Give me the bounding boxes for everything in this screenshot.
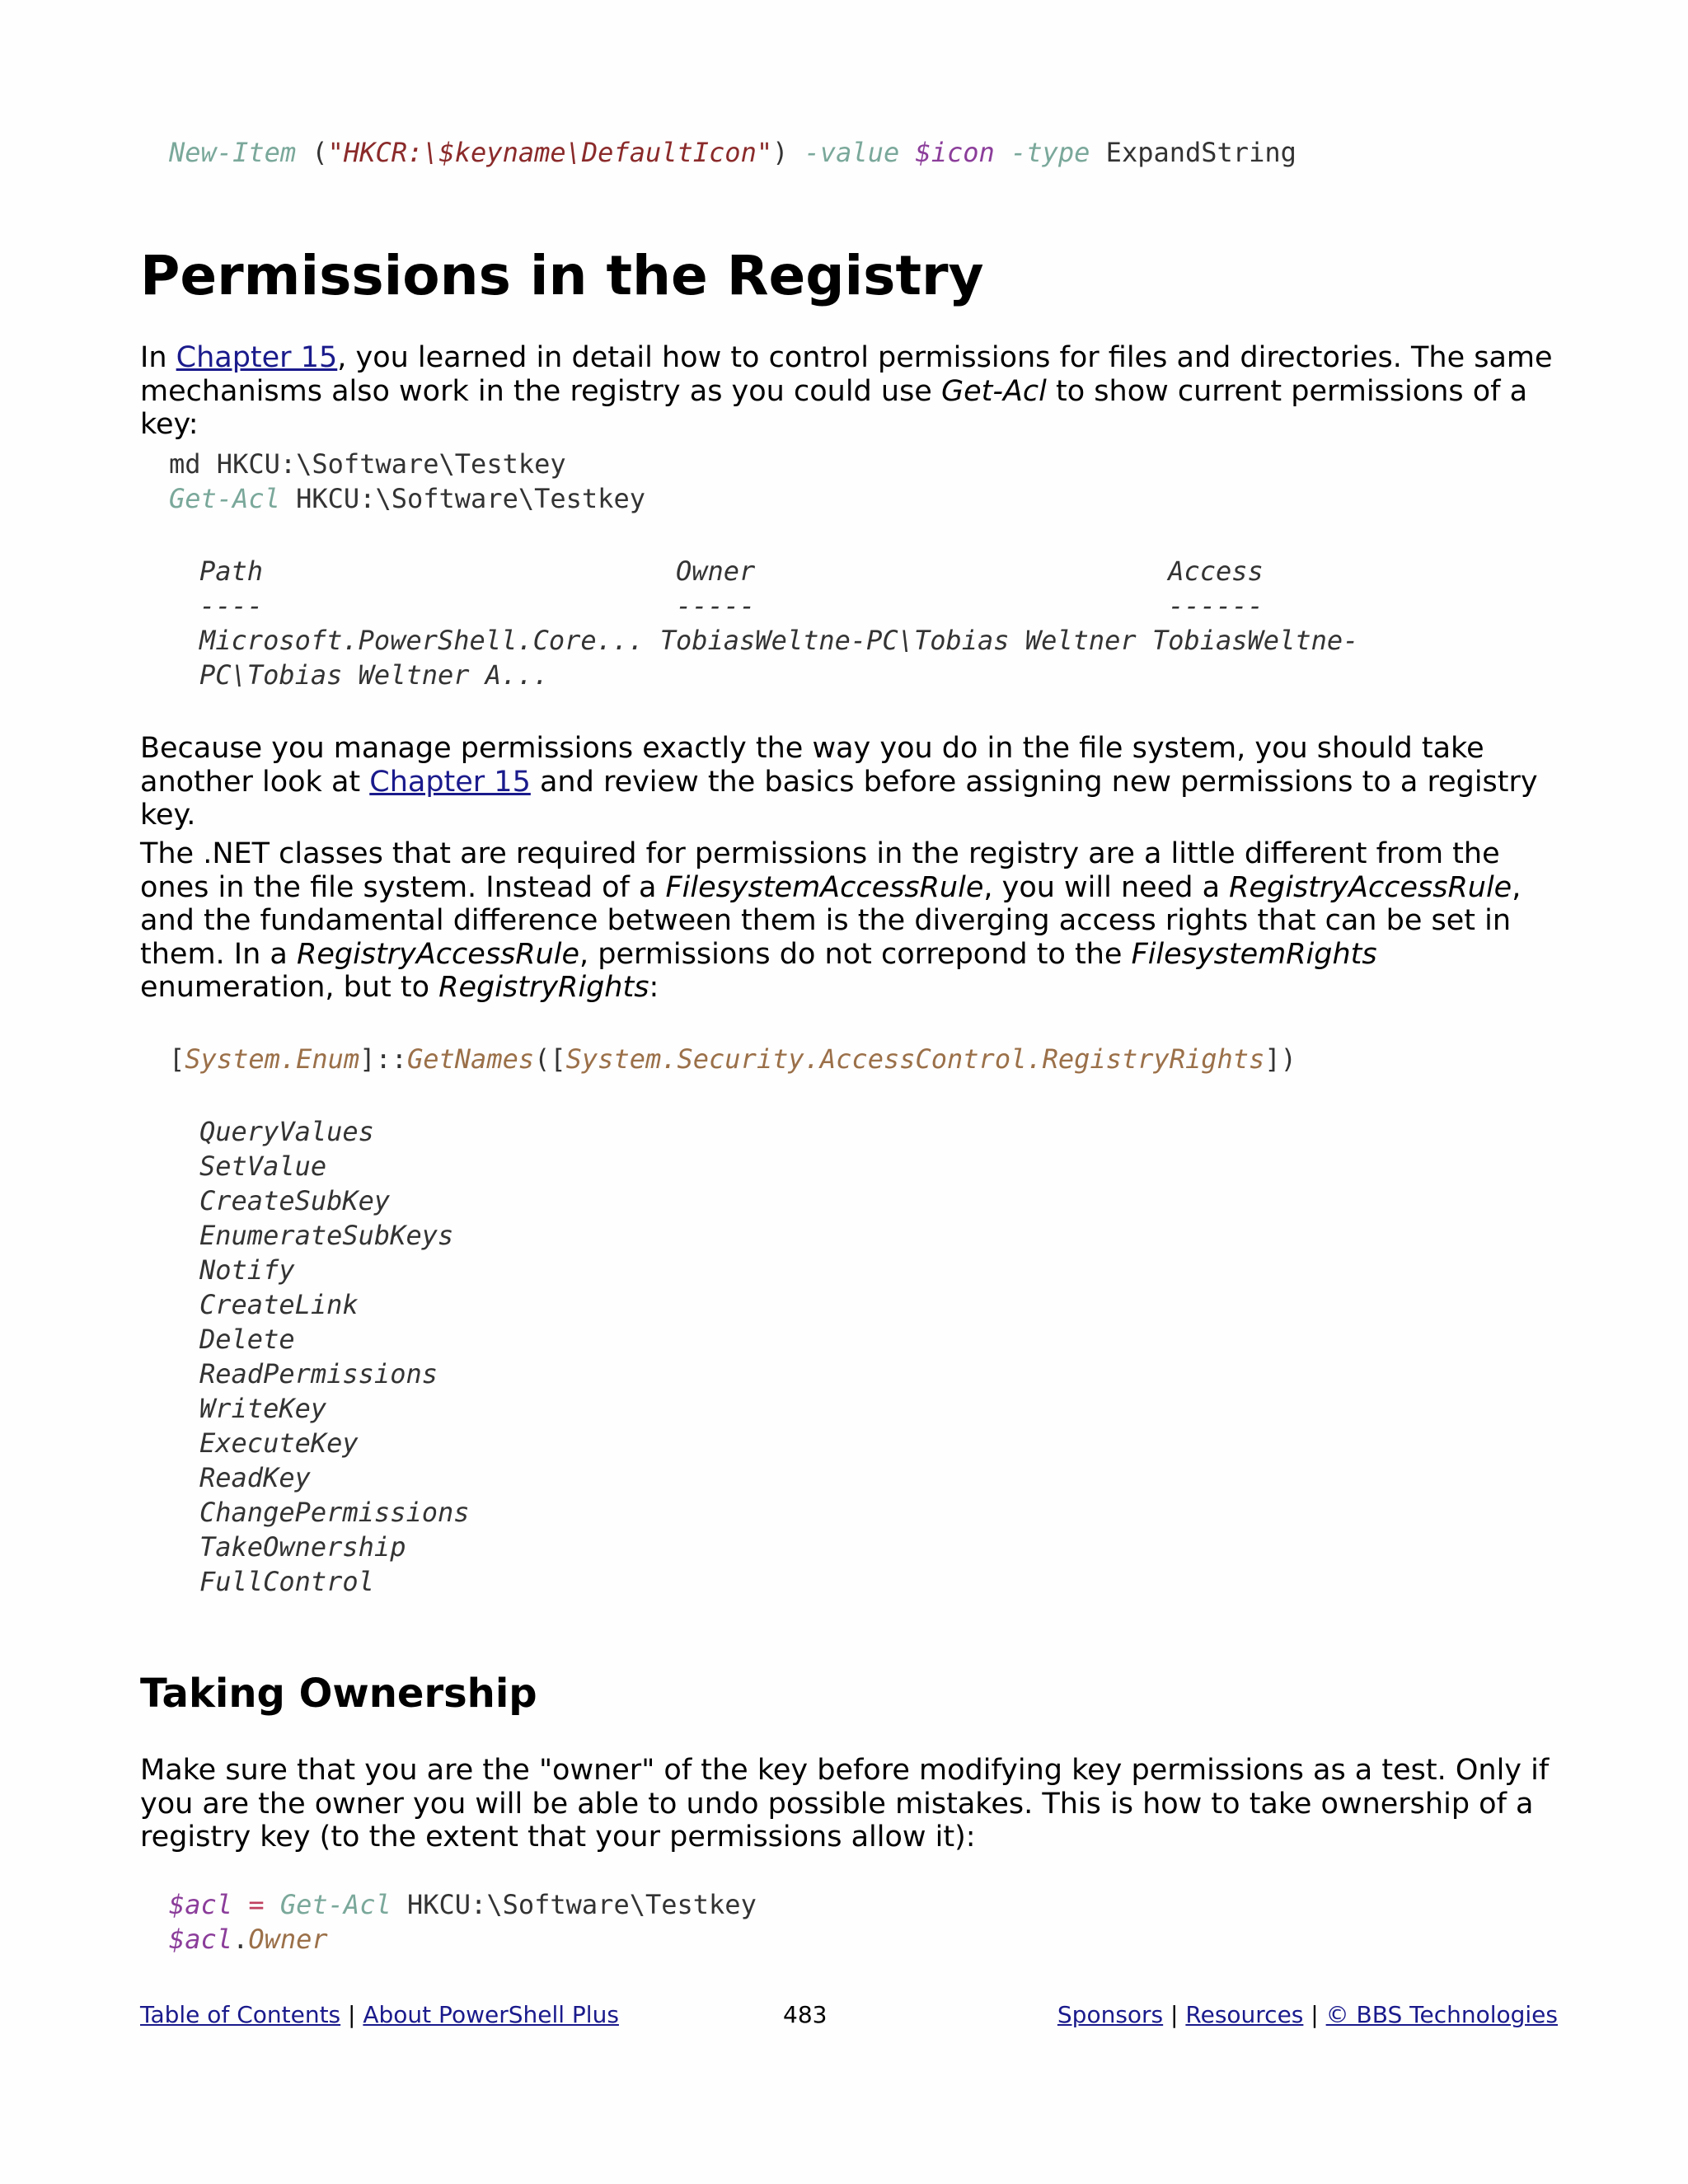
code-text: ) (772, 137, 804, 168)
code-method: GetNames (406, 1043, 535, 1075)
emphasis: RegistryAccessRule (1229, 870, 1512, 904)
text: , you will need a (983, 870, 1230, 904)
emphasis: FilesystemRights (1131, 937, 1377, 971)
separator: | (1303, 2001, 1326, 2028)
code-variable: $acl (169, 1924, 233, 1955)
footer-right (1057, 1999, 1558, 2032)
code-command: New-Item (169, 137, 297, 168)
rights-item: ExecuteKey (199, 1427, 359, 1459)
code-text: ExpandString (1090, 137, 1296, 168)
rights-item: SetValue (199, 1151, 327, 1182)
code-text: ( (296, 137, 328, 168)
separator: | (340, 2001, 363, 2028)
paragraph-net-classes (140, 837, 1558, 1005)
text: to show current permissions of a key: (140, 374, 1528, 441)
rights-item: WriteKey (199, 1393, 327, 1424)
text: : (649, 971, 659, 1004)
rights-item: EnumerateSubKeys (199, 1220, 454, 1251)
code-text: [ (169, 1043, 185, 1075)
code-text: ]:: (359, 1043, 407, 1075)
output-line: PC\Tobias Weltner A... (199, 659, 549, 691)
rights-item: Notify (199, 1254, 295, 1286)
resources-link[interactable]: Resources (1185, 2001, 1304, 2028)
code-property: Owner (248, 1924, 328, 1955)
output-line: ---- ----- ------ (199, 590, 1264, 621)
paragraph-intro (140, 341, 1558, 442)
separator: | (1163, 2001, 1186, 2028)
text: , permissions do not correpond to the (579, 937, 1132, 971)
code-command: Get-Acl (279, 1889, 392, 1920)
chapter-15-link[interactable]: Chapter 15 (369, 765, 531, 799)
rights-item: TakeOwnership (199, 1531, 406, 1563)
code-parameter: -value (804, 137, 900, 168)
emphasis: RegistryAccessRule (297, 937, 580, 971)
code-block-new-item (169, 135, 1296, 170)
subsection-heading: Taking Ownership (140, 1671, 537, 1717)
code-string: "HKCR:\$keyname\DefaultIcon" (327, 137, 773, 168)
text: In (140, 341, 176, 374)
code-command: Get-Acl (169, 483, 280, 514)
emphasis: Get-Acl (940, 374, 1047, 408)
rights-item: ChangePermissions (199, 1497, 470, 1528)
output-line: Microsoft.PowerShell.Core... TobiasWeltne-PC\Tobias Weltner TobiasWeltne- (199, 625, 1359, 656)
chapter-15-link[interactable]: Chapter 15 (176, 341, 338, 374)
footer-left (140, 1999, 619, 2032)
output-line: Path Owner Access (199, 555, 1264, 587)
output-rights (199, 1114, 470, 1599)
code-text: ]) (1264, 1043, 1296, 1075)
rights-item: CreateSubKey (199, 1185, 391, 1216)
page-footer (140, 1999, 1558, 2032)
text: , and the fundamental difference between them is the diverging access rights that can be set in them. In a (140, 870, 1522, 971)
emphasis: FilesystemAccessRule (665, 870, 984, 904)
rights-item: Delete (199, 1324, 295, 1355)
rights-item: ReadPermissions (199, 1358, 438, 1390)
code-text: HKCU:\Software\Testkey (391, 1889, 757, 1920)
paragraph-manage (140, 732, 1558, 832)
code-text: . (232, 1924, 249, 1955)
rights-item: ReadKey (199, 1462, 311, 1493)
code-operator: = (232, 1889, 280, 1920)
code-variable: $acl (169, 1889, 233, 1920)
emphasis: RegistryRights (438, 971, 649, 1004)
bbs-technologies-link[interactable]: © BBS Technologies (1325, 2001, 1558, 2028)
text: and review the basics before assigning new permissions to a registry key. (140, 765, 1538, 832)
code-block-get-acl (169, 447, 645, 516)
code-text: HKCU:\Software\Testkey (279, 483, 645, 514)
output-acl (199, 554, 1358, 692)
text: Because you manage permissions exactly the way you do in the file system, you should take another look at (140, 732, 1484, 799)
code-variable: $icon (915, 137, 995, 168)
text: The .NET classes that are required for permissions in the registry are a little different from the ones in the file system. Instead of a (140, 837, 1500, 904)
text: enumeration, but to (140, 971, 439, 1004)
code-block-enum (169, 1042, 1296, 1076)
about-powershell-plus-link[interactable]: About PowerShell Plus (363, 2001, 619, 2028)
rights-item: FullControl (199, 1566, 374, 1597)
page-number: 483 (783, 2001, 828, 2028)
code-type: System.Security.AccessControl.RegistryRights (565, 1043, 1265, 1075)
rights-item: CreateLink (199, 1289, 359, 1320)
code-block-owner (169, 1887, 757, 1957)
table-of-contents-link[interactable]: Table of Contents (140, 2001, 341, 2028)
sponsors-link[interactable]: Sponsors (1057, 2001, 1164, 2028)
section-heading: Permissions in the Registry (140, 244, 984, 307)
code-type: System.Enum (185, 1043, 360, 1075)
rights-item: QueryValues (199, 1116, 374, 1147)
code-line: md HKCU:\Software\Testkey (169, 448, 566, 480)
text: , you learned in detail how to control permissions for files and directories. The same mechanisms also work in the registry as you could use (140, 341, 1553, 408)
code-text: ([ (534, 1043, 566, 1075)
code-parameter: -type (1010, 137, 1090, 168)
paragraph-ownership: Make sure that you are the "owner" of the key before modifying key permissions as a test. Only if you are the owner you will be able to undo possible mistakes. This is how to take ownership of a registry key (to the extent that your permissions allow it): (140, 1754, 1550, 1854)
